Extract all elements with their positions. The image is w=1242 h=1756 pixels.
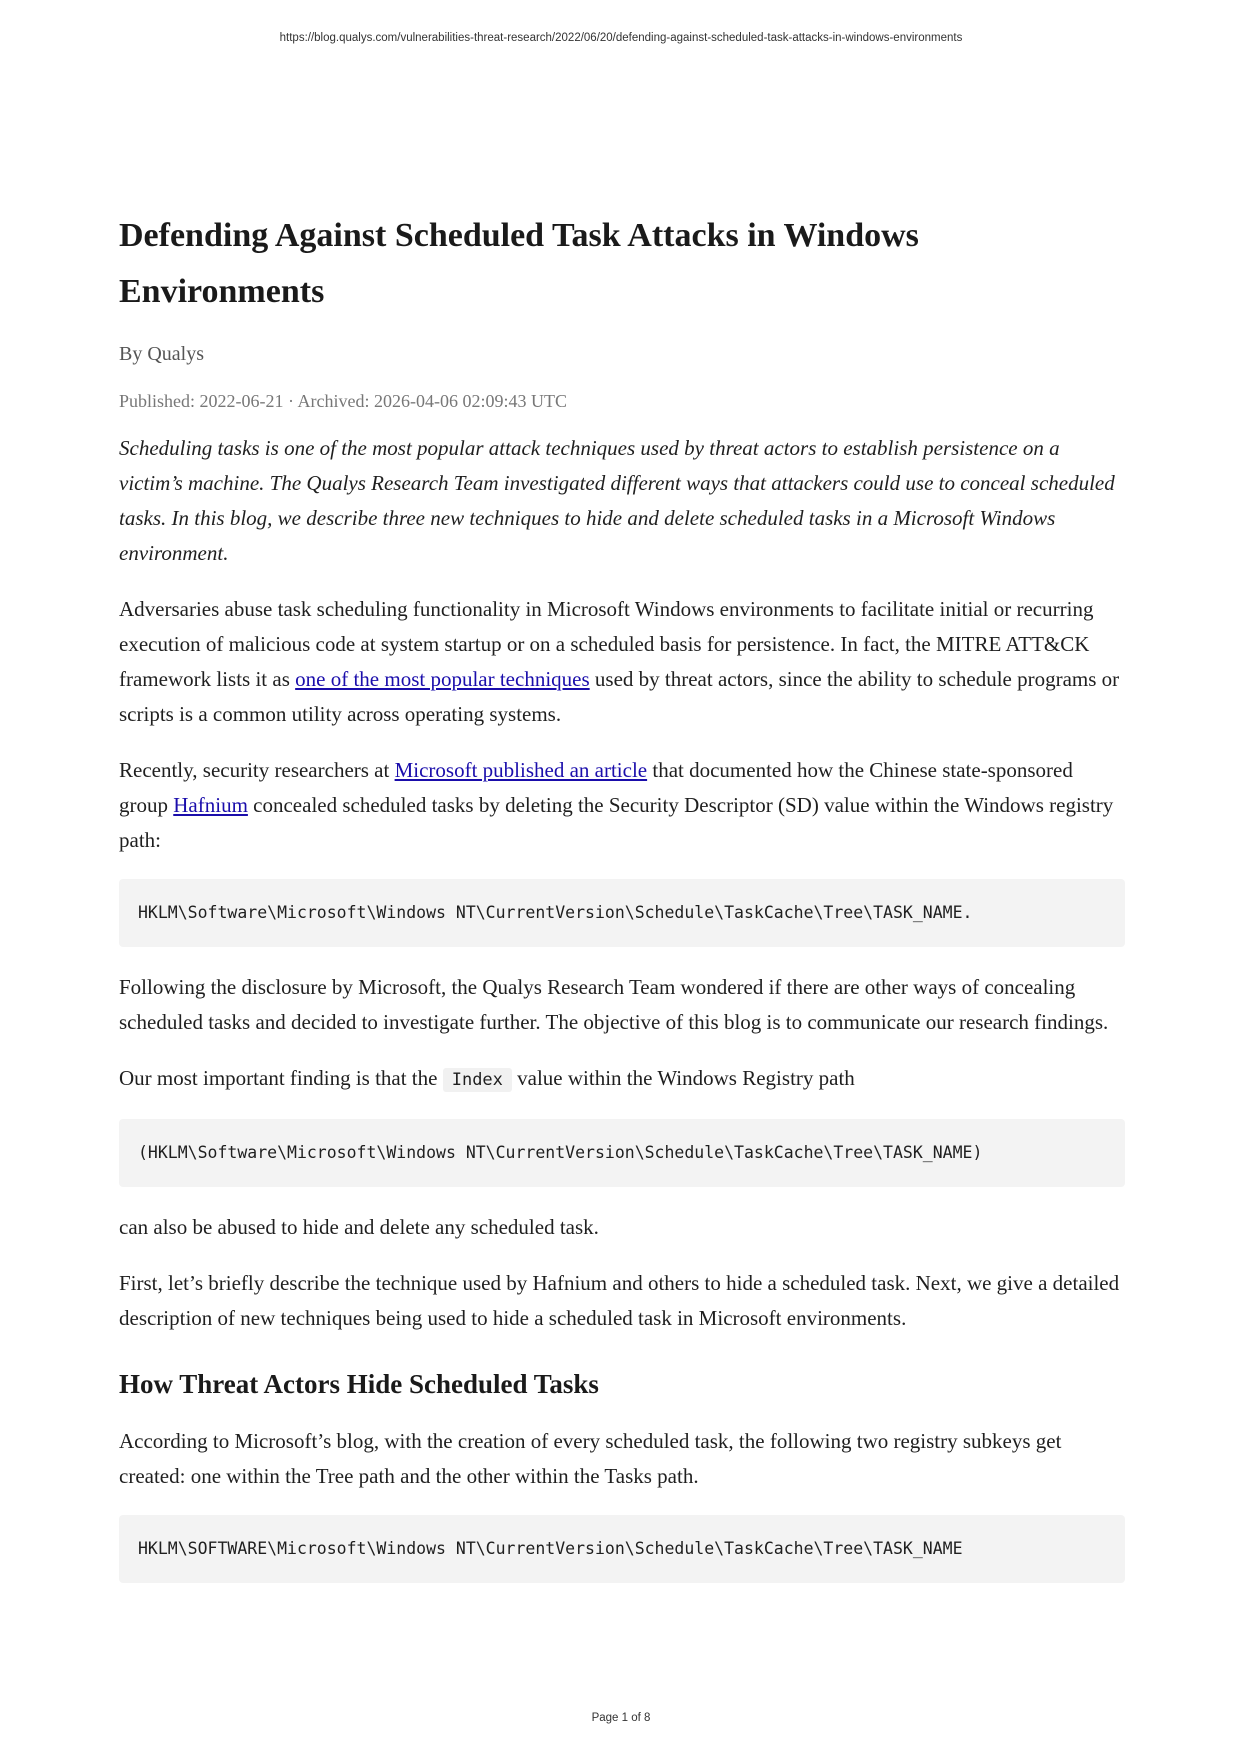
paragraph-recently — [119, 753, 1125, 858]
paragraph-first: First, let’s briefly describe the technique used by Hafnium and others to hide a scheduled task. Next, we give a detailed description of new techniques being used to hide a scheduled task in Microsoft environments. — [119, 1271, 1120, 1330]
paragraph-according: According to Microsoft’s blog, with the creation of every scheduled task, the following two registry subkeys get created: one within the Tree path and the other within the Tasks path. — [119, 1429, 1062, 1488]
inline-code-index: Index — [443, 1068, 512, 1092]
paragraph-adversaries — [119, 592, 1125, 732]
page-number: Page 1 of 8 — [591, 1712, 651, 1724]
hafnium-link[interactable]: Hafnium — [173, 793, 248, 817]
article-meta: Published: 2022-06-21 · Archived: 2026-04-06 02:09:43 UTC — [119, 391, 567, 411]
article-body — [119, 208, 1125, 1606]
article-title: Defending Against Scheduled Task Attacks in Windows Environments — [119, 217, 919, 310]
paragraph-text: Recently, security researchers at — [119, 758, 395, 782]
paragraph-finding — [119, 1061, 1125, 1098]
paragraph-text: Our most important finding is that the — [119, 1066, 443, 1090]
popular-techniques-link[interactable]: one of the most popular techniques — [295, 667, 590, 691]
code-block-registry-path: (HKLM\Software\Microsoft\Windows NT\CurrentVersion\Schedule\TaskCache\Tree\TASK_NAME) — [119, 1119, 1125, 1187]
article-byline: By Qualys — [119, 343, 204, 365]
paragraph-text: Adversaries abuse task scheduling functionality in Microsoft Windows environments to facilitate initial or recurring execution of malicious code at system startup or on a scheduled basis for persistence. In fact, the MITRE ATT&CK framework lists it as — [119, 597, 1094, 691]
paragraph-text: concealed scheduled tasks by deleting the Security Descriptor (SD) value within the Windows registry path: — [119, 793, 1114, 852]
lead-paragraph: Scheduling tasks is one of the most popular attack techniques used by threat actors to establish persistence on a victim’s machine. The Qualys Research Team investigated different ways that attackers could use to conceal scheduled tasks. In this blog, we describe three new techniques to hide and delete scheduled tasks in a Microsoft Windows environment. — [119, 436, 1115, 565]
section-heading: How Threat Actors Hide Scheduled Tasks — [119, 1369, 599, 1399]
paragraph-text: that documented how the Chinese state-sponsored group — [119, 758, 1073, 817]
paragraph-abused: can also be abused to hide and delete any scheduled task. — [119, 1215, 599, 1239]
code-block-software-path: HKLM\SOFTWARE\Microsoft\Windows NT\CurrentVersion\Schedule\TaskCache\Tree\TASK_NAME — [119, 1515, 1125, 1583]
page-url-header: https://blog.qualys.com/vulnerabilities-threat-research/2022/06/20/defending-against-scheduled-task-attacks-in-windows-environments — [279, 32, 963, 44]
paragraph-text: value within the Windows Registry path — [511, 1066, 855, 1090]
paragraph-following: Following the disclosure by Microsoft, the Qualys Research Team wondered if there are other ways of concealing scheduled tasks and decided to investigate further. The objective of this blog is to communicate our research findings. — [119, 975, 1109, 1034]
paragraph-text: used by threat actors, since the ability to schedule programs or scripts is a common utility across operating systems. — [119, 667, 1120, 726]
code-block-tree-path: HKLM\Software\Microsoft\Windows NT\CurrentVersion\Schedule\TaskCache\Tree\TASK_NAME. — [119, 879, 1125, 947]
microsoft-article-link[interactable]: Microsoft published an article — [394, 758, 648, 782]
